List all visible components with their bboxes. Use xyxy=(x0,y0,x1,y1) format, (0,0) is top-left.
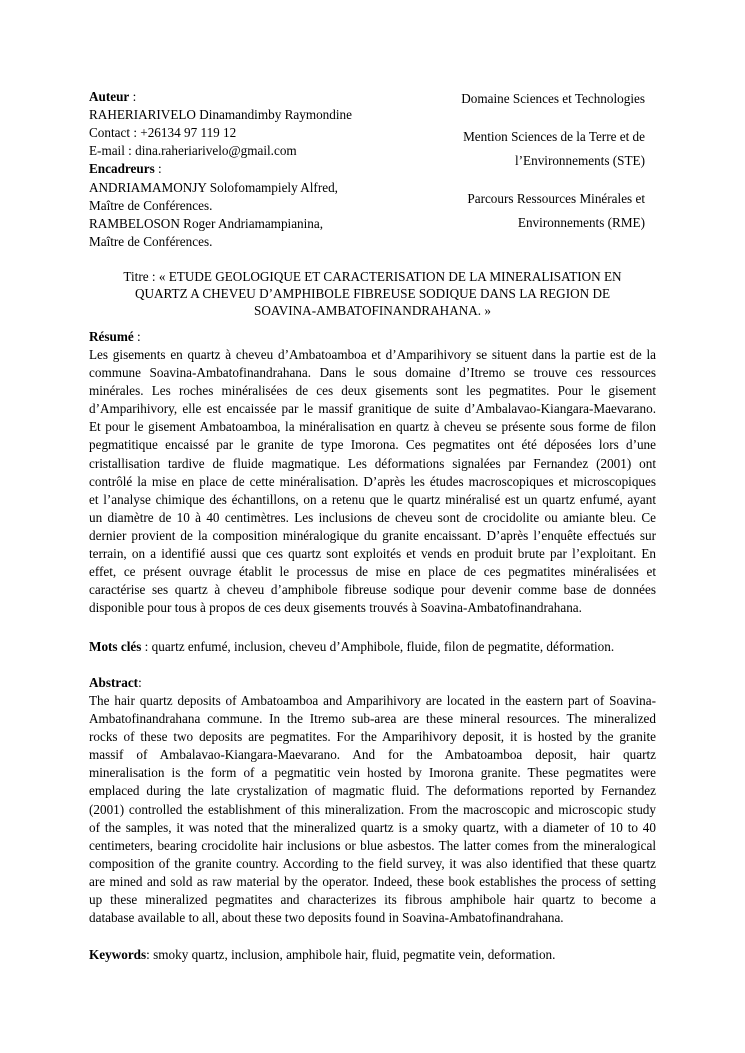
resume-line: pegmatitique encaissé par le granite de type Imorona. Ces pegmatites ont été déposées lors d’une xyxy=(89,437,656,453)
resume-paragraph xyxy=(89,346,656,617)
abstract-line: mineralisation is the form of a pegmatitic vein hosted by Imorona granite. These pegmatites were xyxy=(89,765,656,781)
document-title xyxy=(100,268,645,319)
contact-line: Contact : +26134 97 119 12 xyxy=(89,125,237,140)
author-line xyxy=(89,88,136,106)
resume-sep: : xyxy=(133,329,141,344)
abstract-sep: : xyxy=(138,675,142,690)
supervisors-sep: : xyxy=(154,161,162,176)
author-name: RAHERIARIVELO Dinamandimby Raymondine xyxy=(89,107,352,122)
supervisors-line xyxy=(89,160,162,178)
abstract-line: emplaced during the late crystalization of magmatic fluid. The deformations reported by Fernandez xyxy=(89,783,656,799)
resume-line: un diamètre de 10 à 40 centimètres. Les inclusions de cheveu sont de crocidolite ou amiante bleu. Ce xyxy=(89,509,656,525)
author-sep: : xyxy=(129,89,137,104)
abstract-line: database available to all, about these two deposits found in Soavina-Ambatofinandrahana. xyxy=(89,910,564,926)
mention-line1: Mention Sciences de la Terre et de xyxy=(463,129,645,144)
resume-line: d’Amparihivory, elle est encaissée par le massif granitique de suite d’Ambalavao-Kiangara-Maevarano. xyxy=(89,401,656,417)
abstract-line: up these mineralized pegmatites and characterizes its fibrous amphibole hair quartz to become a xyxy=(89,892,656,908)
mention-block xyxy=(440,128,645,170)
resume-heading xyxy=(89,328,141,346)
abstract-line: composition of the granite country. According to the field survey, it was also identified that these quartz xyxy=(89,855,656,871)
mots-cles-line xyxy=(89,638,669,656)
abstract-line: centimeters, bearing crocidolite hair inclusions or blue asbestos. The latter comes from the mineralogical xyxy=(89,837,656,853)
resume-line: dernier provient de la composition minéralogique du granite encaissant. D’après l’enquête effectués sur xyxy=(89,527,656,543)
resume-line: caractérise ses quartz à cheveu d’amphibole fibreuse sodique pour devenir comme base de données xyxy=(89,582,656,598)
abstract-line: are mined and sold as raw material by the operator. Indeed, these book establishes the process of setting xyxy=(89,873,656,889)
resume-line: minérales. Les roches minéralisées de ces deux gisements sont les pegmatites. Pour le gisement xyxy=(89,383,656,399)
resume-line: contrôlé la mise en place de cette minéralisation. D’après les études macroscopiques et microscopiques xyxy=(89,473,656,489)
keywords-label: Keywords xyxy=(89,947,147,962)
abstract-line: massif of Ambalavao-Kiangara-Maevarano. And for the Ambatoamboa deposit, hair quartz xyxy=(89,747,656,763)
mention-line2: l’Environnements (STE) xyxy=(514,153,645,168)
parcours-line1: Parcours Ressources Minérales et xyxy=(467,191,645,206)
resume-line: cristallisation tardive de fluide magmatique. Les déformations signalées par Fernandez (2001) ont xyxy=(89,455,656,471)
keywords-line xyxy=(89,946,669,964)
title-line1: Titre : « ETUDE GEOLOGIQUE ET CARACTERISATION DE LA MINERALISATION EN xyxy=(123,269,622,284)
abstract-label: Abstract xyxy=(89,675,139,690)
supervisor2-name: RAMBELOSON Roger Andriamampianina, xyxy=(89,216,324,231)
abstract-line: (2001) controlled the establishment of this mineralization. From the macroscopic and microscopic study xyxy=(89,801,656,817)
abstract-line: The hair quartz deposits of Ambatoamboa and Amparihivory are located in the eastern part of Soavina- xyxy=(89,693,656,708)
parcours-line2: Environnements (RME) xyxy=(517,215,645,230)
resume-label: Résumé xyxy=(89,329,134,344)
resume-line: Les gisements en quartz à cheveu d’Ambatoamboa et d’Amparihivory se situent dans la partie est de la xyxy=(89,347,656,362)
title-line3: SOAVINA-AMBATOFINANDRAHANA. » xyxy=(254,303,491,318)
abstract-heading xyxy=(89,674,142,692)
title-line2: QUARTZ A CHEVEU D’AMPHIBOLE FIBREUSE SODIQUE DANS LA REGION DE xyxy=(134,286,611,301)
abstract-paragraph xyxy=(89,692,656,927)
supervisor1-name: ANDRIAMAMONJY Solofomampiely Alfred, xyxy=(89,180,338,195)
supervisor1-title: Maître de Conférences. xyxy=(89,198,213,213)
resume-line: Et pour le gisement Ambatoamboa, la minéralisation en quartz à cheveu se présente sous forme de filon xyxy=(89,419,656,435)
parcours-block xyxy=(440,190,645,232)
resume-line: terrain, on a identifié aussi que ces quartz sont exploités et vends en produit brute par l’exploitant. En xyxy=(89,546,656,562)
supervisor2-title: Maître de Conférences. xyxy=(89,234,213,249)
resume-line: disponible pour tous à propos de ces deux gisements trouvés à Soavina-Ambatofinandrahana. xyxy=(89,600,582,616)
domain-line xyxy=(440,90,645,108)
supervisors-label: Encadreurs xyxy=(89,161,155,176)
abstract-line: rocks of these two deposits are pegmatites. For the Amparihivory deposit, it is hosted by the granite xyxy=(89,729,656,745)
domain-text: Domaine Sciences et Technologies xyxy=(461,91,645,106)
resume-line: effet, ce présent ouvrage établit le processus de mise en place de ces pegmatites minéralisées et xyxy=(89,564,656,580)
abstract-line: Ambatofinandrahana commune. In the Itremo sub-area are these mineral resources. The mineralized xyxy=(89,711,656,727)
email-line: E-mail : dina.raheriarivelo@gmail.com xyxy=(89,143,297,158)
author-label: Auteur xyxy=(89,89,130,104)
mots-cles-label: Mots clés xyxy=(89,639,142,654)
keywords-text: : smoky quartz, inclusion, amphibole hair, fluid, pegmatite vein, deformation. xyxy=(146,947,556,962)
mots-cles-text: : quartz enfumé, inclusion, cheveu d’Amphibole, fluide, filon de pegmatite, déformation. xyxy=(141,639,615,654)
abstract-line: of the samples, it was noted that the mineralized quartz is a smoky quartz, with a diameter of 10 to 40 xyxy=(89,819,656,835)
resume-line: et l’analyse chimique des échantillons, on a retenu que le quartz minéralisé est un quartz enfumé, ayant xyxy=(89,491,656,507)
resume-line: commune Soavina-Ambatofinandrahana. Dans le sous domaine d’Itremo se trouve ces ressources xyxy=(89,365,656,381)
